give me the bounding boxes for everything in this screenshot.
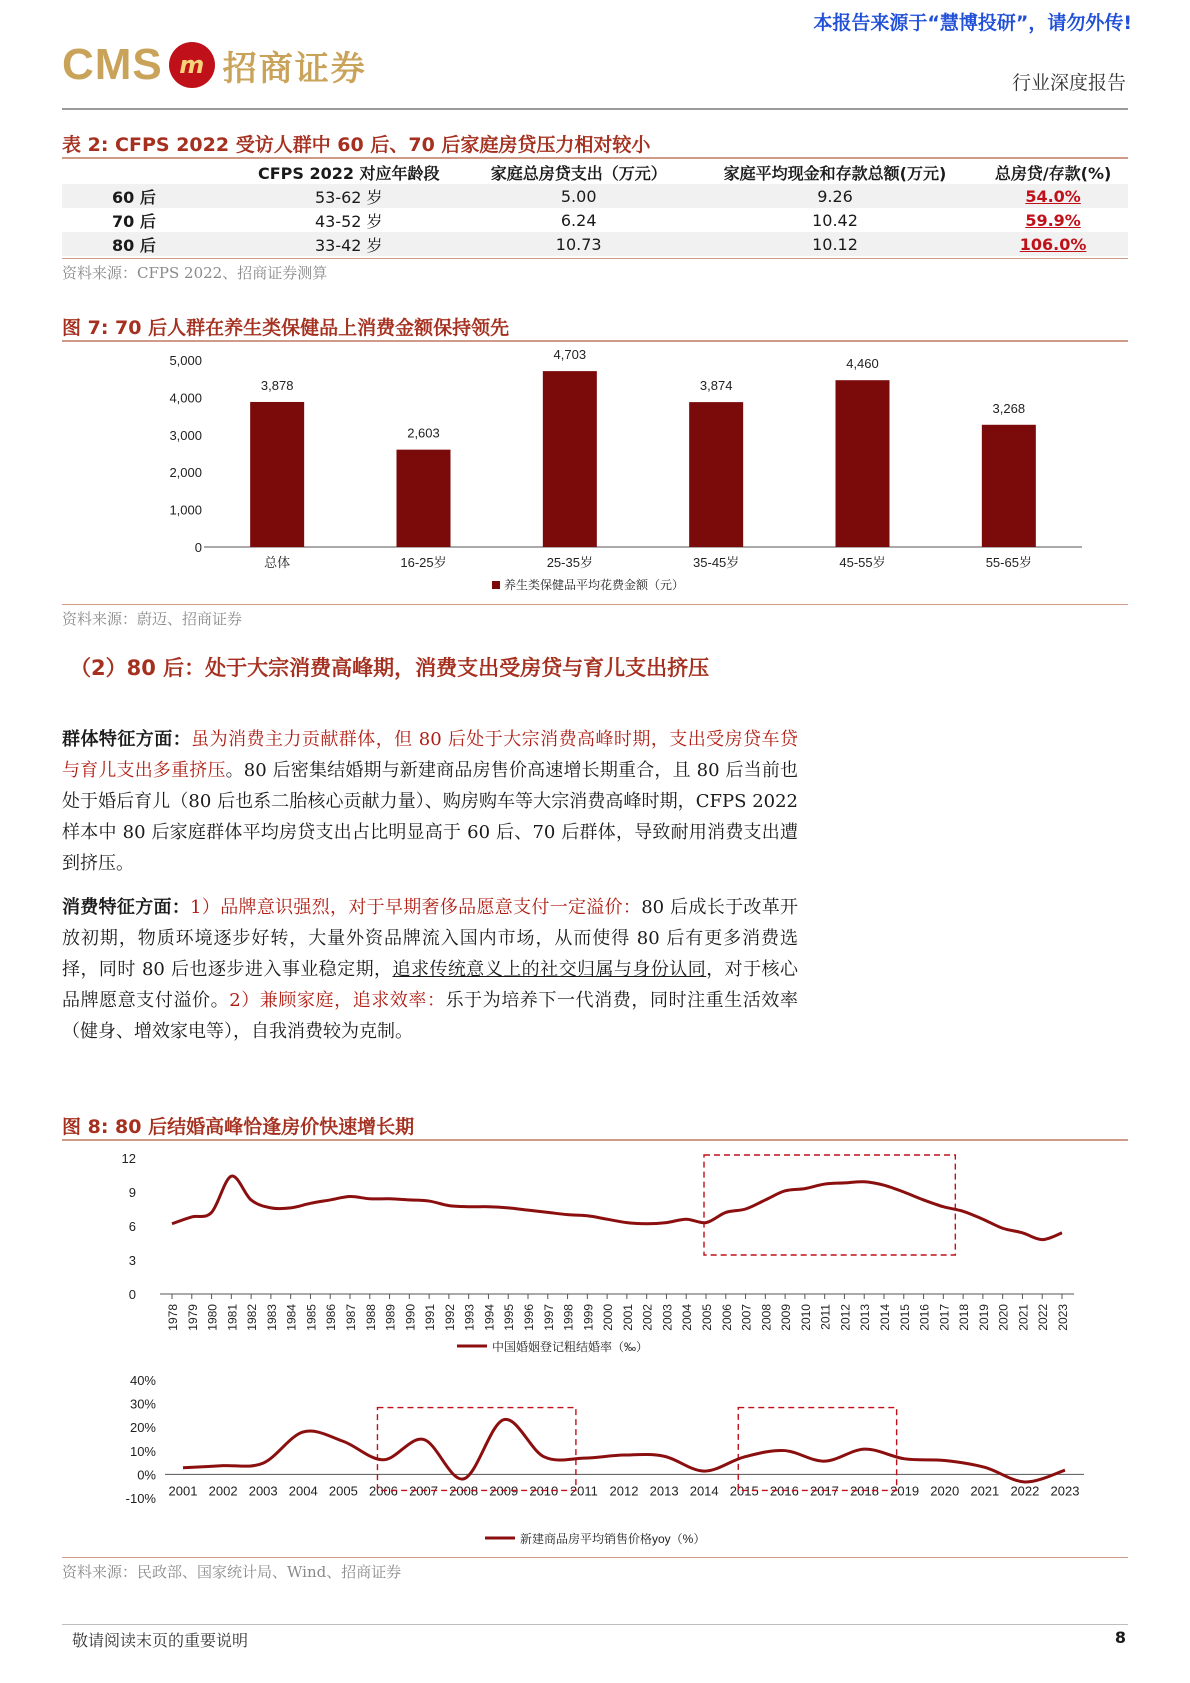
x-tick-label: 1983	[264, 1304, 279, 1331]
y-tick-label: 5,000	[169, 353, 202, 368]
x-tick-label: 2012	[609, 1483, 639, 1499]
x-tick-label: 2002	[640, 1304, 655, 1331]
x-tick-label: 2022	[1010, 1483, 1040, 1499]
x-tick-label: 2004	[288, 1483, 318, 1499]
para-highlight: 1）品牌意识强烈，对于早期奢侈品愿意支付一定溢价：	[190, 897, 642, 918]
legend-label: 中国婚姻登记粗结婚率（‰）	[492, 1340, 649, 1354]
x-tick-label: 2009	[489, 1483, 519, 1499]
x-tick-label: 1999	[581, 1304, 596, 1331]
x-tick-label: 2002	[208, 1483, 238, 1499]
cell-mortgage: 5.00	[466, 184, 692, 208]
y-tick-label: 40%	[129, 1373, 156, 1388]
table2-header-cell	[62, 160, 232, 184]
legend-label: 养生类保健品平均花费金额（元）	[504, 578, 685, 592]
table2-source: 资料来源：CFPS 2022、招商证券测算	[62, 264, 328, 282]
x-tick-label: 2005	[700, 1304, 714, 1331]
x-tick-label: 2005	[328, 1483, 358, 1499]
fig7-bar-chart	[62, 342, 1128, 602]
highlight-box	[377, 1408, 575, 1491]
y-tick-label: 0%	[137, 1467, 156, 1483]
para-highlight: 虽为消费主力贡献群体，但 80 后处于大宗消费高峰时期，支出受房贷车贷与育儿支出多重挤压	[62, 729, 798, 781]
x-tick-label: 2021	[970, 1483, 1000, 1499]
x-tick-label: 1989	[383, 1304, 398, 1331]
x-tick-label: 1979	[185, 1304, 200, 1331]
footer-note: 敬请阅读末页的重要说明	[72, 1631, 249, 1650]
x-tick-label: 2023	[1050, 1483, 1080, 1499]
table2-top-rule	[62, 157, 1128, 159]
legend-label: 新建商品房平均销售价格yoy（%）	[520, 1532, 706, 1546]
x-tick-label: 2015	[897, 1304, 912, 1331]
fig8-house-price-chart	[62, 1366, 1128, 1552]
x-tick-label: 1980	[205, 1304, 220, 1331]
document-type: 行业深度报告	[1011, 72, 1126, 94]
x-tick-label: 2000	[601, 1304, 616, 1331]
x-tick-label: 1991	[423, 1304, 438, 1331]
cell-savings: 9.26	[692, 184, 978, 208]
y-tick-label: 0	[194, 540, 202, 555]
para-text: 80 后成长于改革开放初期，物质环境逐步好转，大量外资品牌流入国内市场，从而使得 80 后有更多消费选择，同时 80 后也逐步进入事业稳定期，	[62, 897, 798, 980]
y-tick-label: 3	[128, 1253, 136, 1268]
x-tick-label: 2011	[818, 1304, 833, 1330]
y-tick-label: 9	[128, 1185, 136, 1200]
x-tick-label: 总体	[264, 555, 291, 570]
bar-value-label: 2,603	[407, 425, 440, 441]
x-tick-label: 2003	[660, 1304, 675, 1331]
x-tick-label: 1992	[442, 1304, 457, 1331]
x-tick-label: 2020	[930, 1483, 960, 1499]
table-row	[62, 184, 1128, 208]
bar	[397, 450, 451, 547]
table2-bottom-rule	[62, 258, 1128, 259]
x-tick-label: 2023	[1056, 1304, 1070, 1331]
x-tick-label: 2010	[798, 1304, 813, 1331]
x-tick-label: 2003	[248, 1483, 278, 1499]
cell-group: 60 后	[62, 184, 232, 208]
x-tick-label: 2017	[937, 1304, 952, 1331]
y-tick-label: 1,000	[169, 502, 202, 518]
x-tick-label: 1987	[344, 1304, 358, 1331]
paragraph-consumption-features	[62, 892, 798, 1047]
x-tick-label: 2001	[620, 1304, 635, 1331]
bar-value-label: 3,268	[992, 400, 1026, 416]
para-text: ，对于核心品牌愿意支付溢价。	[62, 959, 799, 1011]
page-number: 8	[1114, 1628, 1126, 1647]
bar-value-label: 4,460	[846, 356, 879, 372]
x-tick-label: 2017	[809, 1483, 839, 1499]
bar-value-label: 3,878	[260, 377, 294, 393]
house-price-yoy-line	[183, 1419, 1065, 1482]
highlight-box	[704, 1155, 955, 1255]
fig7-bottom-rule	[62, 604, 1128, 605]
cell-mortgage: 6.24	[560, 210, 597, 230]
x-tick-label: 1996	[522, 1304, 536, 1331]
para-text: 乐于为培养下一代消费，同时注重生活效率（健身、增效家电等），自我消费较为克制。	[62, 990, 798, 1042]
marriage-rate-line	[172, 1176, 1062, 1240]
legend-swatch	[492, 581, 500, 589]
y-tick-label: 30%	[129, 1396, 156, 1412]
section-heading: （2）80 后：处于大宗消费高峰期，消费支出受房贷与育儿支出挤压	[70, 656, 710, 680]
x-tick-label: 2011	[569, 1483, 598, 1499]
y-tick-label: 10%	[129, 1443, 156, 1459]
x-tick-label: 1998	[561, 1304, 576, 1331]
x-tick-label: 16-25岁	[400, 555, 447, 570]
x-tick-label: 2006	[368, 1483, 398, 1499]
x-tick-label: 35-45岁	[693, 555, 740, 570]
x-tick-label: 2008	[449, 1483, 479, 1499]
cell-age: 53-62 岁	[232, 184, 466, 208]
cell-age: 33-42 岁	[232, 232, 466, 256]
x-tick-label: 2008	[759, 1304, 774, 1331]
table-row	[62, 208, 1128, 232]
paragraph-group-features	[62, 724, 798, 879]
x-tick-label: 2020	[996, 1304, 1011, 1331]
x-tick-label: 2016	[769, 1483, 799, 1499]
x-tick-label: 1985	[304, 1304, 319, 1331]
x-tick-label: 2014	[878, 1304, 892, 1331]
cell-ratio: 106.0%	[978, 232, 1128, 256]
x-tick-label: 2007	[739, 1304, 754, 1331]
bar-value-label: 3,874	[699, 378, 733, 394]
x-tick-label: 1993	[462, 1304, 477, 1331]
bar	[982, 425, 1036, 547]
y-tick-label: 2,000	[169, 465, 202, 481]
x-tick-label: 2016	[917, 1304, 932, 1331]
x-tick-label: 2014	[689, 1483, 719, 1499]
x-tick-label: 2013	[858, 1304, 873, 1331]
x-tick-label: 2010	[529, 1483, 559, 1499]
table2-header-cell: 家庭总房贷支出（万元）	[490, 163, 667, 183]
x-tick-label: 1984	[284, 1304, 299, 1331]
y-tick-label: 4,000	[169, 390, 202, 406]
logo-badge-icon: m	[169, 42, 215, 88]
x-tick-label: 2019	[890, 1483, 920, 1499]
x-tick-label: 2001	[168, 1483, 198, 1499]
watermark-notice: 本报告来源于“慧博投研”，请勿外传!	[813, 12, 1132, 34]
y-tick-label: 3,000	[169, 427, 202, 443]
cell-ratio: 59.9%	[1025, 210, 1081, 230]
table2	[62, 160, 1128, 256]
x-tick-label: 2012	[838, 1304, 853, 1331]
x-tick-label: 45-55岁	[839, 555, 886, 570]
footer-divider	[62, 1624, 1128, 1625]
x-tick-label: 2006	[719, 1304, 734, 1331]
para-underline: 追求传统意义上的社交归属与身份认同	[392, 959, 707, 980]
logo-cms-text: CMS	[62, 40, 163, 89]
x-tick-label: 2007	[409, 1483, 439, 1499]
y-tick-label: -10%	[125, 1491, 156, 1506]
y-tick-label: 20%	[129, 1420, 156, 1436]
bar	[836, 380, 890, 547]
header-divider	[62, 108, 1128, 110]
table2-header-cell: CFPS 2022 对应年龄段	[257, 163, 440, 183]
fig8-source: 资料来源：民政部、国家统计局、Wind、招商证券	[62, 1563, 402, 1581]
x-tick-label: 2022	[1036, 1304, 1051, 1331]
bar-value-label: 4,703	[553, 347, 587, 363]
logo-chinese-name: 招商证券	[222, 48, 367, 89]
para-highlight: 2）兼顾家庭，追求效率：	[229, 990, 446, 1011]
table2-header-cell: 家庭平均现金和存款总额(万元)	[723, 163, 947, 183]
x-tick-label: 55-65岁	[985, 555, 1032, 570]
x-tick-label: 1981	[225, 1304, 240, 1331]
fig7-title: 图 7: 70 后人群在养生类保健品上消费金额保持领先	[62, 317, 510, 339]
x-tick-label: 1986	[324, 1304, 339, 1331]
table-row	[62, 232, 1128, 256]
x-tick-label: 1997	[541, 1304, 556, 1331]
cell-ratio: 54.0%	[978, 184, 1128, 208]
cell-savings: 10.42	[812, 210, 858, 230]
x-tick-label: 2004	[680, 1304, 695, 1331]
cell-mortgage: 10.73	[466, 232, 692, 256]
fig7-source: 资料来源：蔚迈、招商证券	[62, 610, 243, 628]
x-tick-label: 2019	[976, 1304, 991, 1331]
x-tick-label: 2018	[957, 1304, 972, 1331]
cell-group: 80 后	[62, 232, 232, 256]
fig8-bottom-rule	[62, 1557, 1128, 1558]
para-lead: 消费特征方面：	[62, 897, 191, 918]
company-logo	[62, 40, 367, 90]
y-tick-label: 12	[121, 1151, 136, 1166]
x-tick-label: 1990	[403, 1304, 418, 1331]
x-tick-label: 1982	[245, 1304, 260, 1331]
bar	[689, 402, 743, 547]
x-tick-label: 1978	[166, 1304, 180, 1331]
para-text: 。80 后密集结婚期与新建商品房售价高速增长期重合，且 80 后当前也处于婚后育儿（80 后也系二胎核心贡献力量）、购房购车等大宗消费高峰时期，CFPS 2022 样本中 80 后家庭群体平均房贷支出占比明显高于 60 后、70 后群体，导致耐用消费支出遭到挤压。	[62, 760, 798, 874]
x-tick-label: 1995	[502, 1304, 517, 1331]
x-tick-label: 2013	[649, 1483, 679, 1499]
fig8-title: 图 8: 80 后结婚高峰恰逢房价快速增长期	[62, 1116, 415, 1138]
x-tick-label: 1988	[363, 1304, 378, 1331]
cell-savings: 10.12	[692, 232, 978, 256]
x-tick-label: 2009	[779, 1304, 794, 1331]
x-tick-label: 2021	[1016, 1304, 1031, 1331]
y-tick-label: 0	[128, 1287, 136, 1302]
cell-group: 70 后	[112, 211, 156, 231]
bar	[543, 371, 597, 547]
x-tick-label: 25-35岁	[546, 555, 593, 570]
table2-header-cell: 总房贷/存款(%)	[994, 163, 1112, 183]
fig8-marriage-rate-chart	[62, 1141, 1128, 1366]
y-tick-label: 6	[128, 1219, 136, 1234]
table2-header-row	[62, 160, 1128, 184]
x-tick-label: 2018	[850, 1483, 880, 1499]
x-tick-label: 2015	[729, 1483, 759, 1499]
cell-age: 43-52 岁	[314, 211, 383, 231]
para-lead: 群体特征方面：	[62, 729, 192, 750]
x-tick-label: 1994	[482, 1304, 497, 1331]
bar	[250, 402, 304, 547]
table2-title: 表 2: CFPS 2022 受访人群中 60 后、70 后家庭房贷压力相对较小	[62, 134, 651, 156]
